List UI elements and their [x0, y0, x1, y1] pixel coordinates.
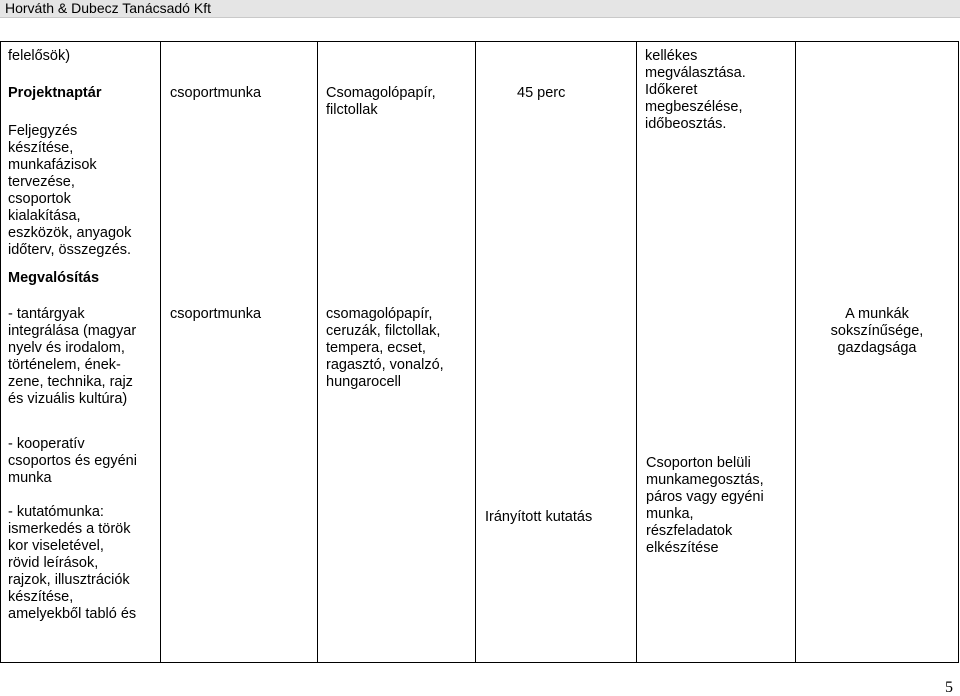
phase-desc-projektnaptar: Feljegyzés készítése, munkafázisok tervezése, csoportok kialakítása, eszközök, anyagok időterv, összegzés.	[8, 123, 132, 258]
notes-cell-2: A munkák sokszínűsége, gazdagsága	[830, 306, 924, 356]
table-border-bottom	[0, 662, 959, 663]
company-name: Horváth & Dubecz Tanácsadó Kft	[5, 0, 211, 16]
column-divider-4	[636, 41, 637, 663]
notes-cell-1: kellékes megválasztása. Időkeret megbeszélése, időbeosztás.	[645, 48, 746, 132]
phase-desc-integration: - tantárgyak integrálása (magyar nyelv és irodalom, történelem, ének- zene, technika, rajz és vizuális kultúra)	[8, 306, 137, 407]
column-divider-3	[475, 41, 476, 663]
table-border-left	[0, 41, 1, 663]
method-cell-3: Irányított kutatás	[485, 509, 593, 525]
tools-cell-1: Csomagolópapír, filctollak	[326, 85, 436, 118]
table-border-top	[0, 41, 959, 42]
cell-top-text: felelősök)	[8, 48, 71, 64]
phase-title-projektnaptar: Projektnaptár	[8, 85, 102, 101]
table-border-right	[958, 41, 959, 663]
method-cell-1: csoportmunka	[170, 85, 262, 101]
tools-cell-2: csomagolópapír, ceruzák, filctollak, tempera, ecset, ragasztó, vonalzó, hungarocell	[326, 306, 444, 390]
notes-cell-3: Csoporton belüli munkamegosztás, páros vagy egyéni munka, részfeladatok elkészítése	[646, 455, 764, 556]
document-header	[0, 0, 960, 18]
method-cell-2: csoportmunka	[170, 306, 262, 322]
phase-title-megvalositas: Megvalósítás	[8, 270, 100, 286]
time-cell-1: 45 perc	[517, 85, 566, 101]
lesson-plan-table	[0, 41, 959, 663]
page-number: 5	[945, 679, 953, 696]
column-divider-1	[160, 41, 161, 663]
phase-desc-cooperative: - kooperatív csoportos és egyéni munka - kutatómunka: ismerkedés a török kor viseletével, rövid leírások, rajzok, illusztrációk készítése, amelyekből tabló és	[8, 436, 137, 622]
column-divider-2	[317, 41, 318, 663]
